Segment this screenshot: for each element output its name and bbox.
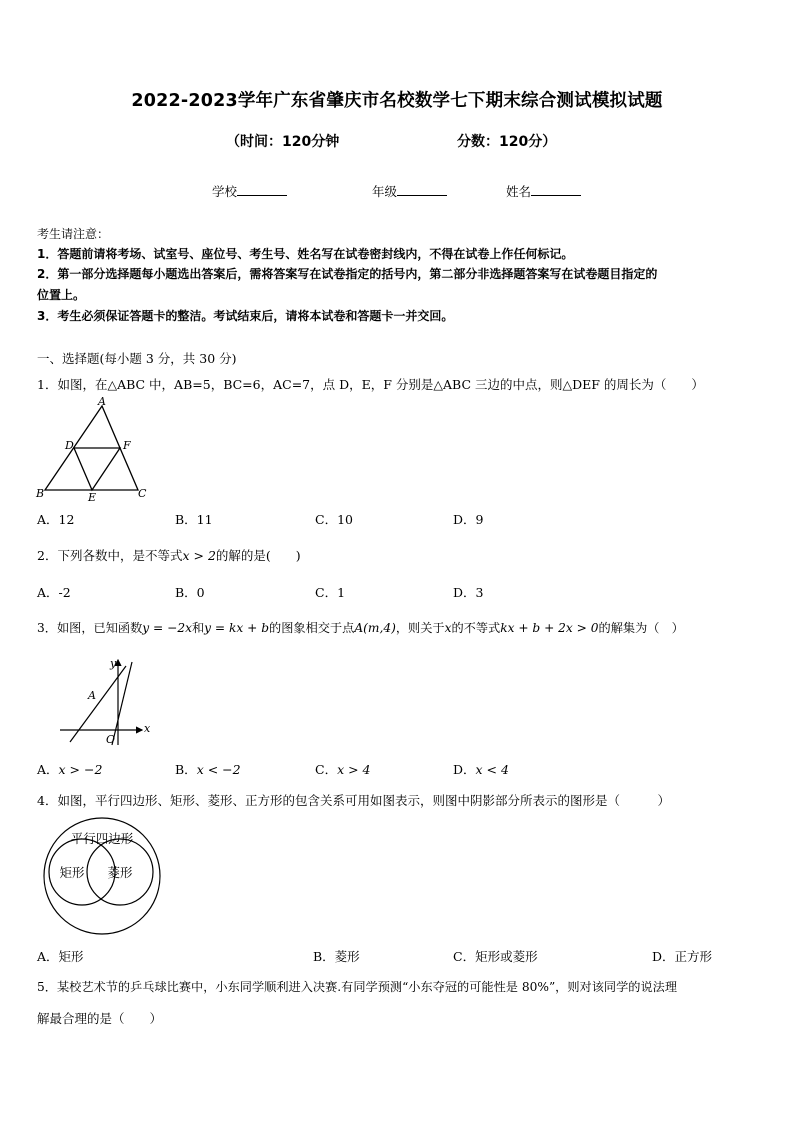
- q2-prefix: 2．下列各数中，是不等式: [37, 548, 183, 563]
- q3-inequality: kx + b + 2x > 0: [500, 621, 599, 635]
- q1-option-c[interactable]: C．10: [315, 512, 353, 527]
- q4-option-a[interactable]: A．矩形: [37, 949, 84, 964]
- q2-option-b[interactable]: B．0: [175, 585, 205, 600]
- label-a: A: [98, 395, 106, 408]
- label-y: y: [110, 657, 117, 670]
- label-b: B: [36, 487, 45, 500]
- q4-option-b[interactable]: B．菱形: [313, 949, 360, 964]
- label-f: F: [123, 439, 131, 452]
- q3-point: A(m,4): [354, 621, 396, 635]
- q4-option-d[interactable]: D．正方形: [652, 949, 713, 964]
- q3-part: 和: [191, 621, 205, 635]
- name-field: [506, 182, 581, 200]
- label-x: x: [144, 722, 151, 735]
- school-blank[interactable]: [237, 183, 287, 196]
- q3-option-a[interactable]: A．x > −2: [37, 762, 103, 777]
- question-5-line-2: 解最合理的是（ ）: [37, 1011, 163, 1026]
- left-label: 矩形: [59, 865, 85, 880]
- label-e: E: [88, 491, 97, 504]
- triangle-figure: [32, 394, 152, 504]
- question-1-text: 1．如图，在△ABC 中，AB=5，BC=6，AC=7，点 D，E，F 分别是△ABC 三边的中点，则△DEF 的周长为（ ）: [37, 377, 704, 392]
- name-label: 姓名: [506, 184, 532, 199]
- name-blank[interactable]: [531, 183, 581, 196]
- notice-line: 1．答题前请将考场、试室号、座位号、考生号、姓名写在试卷密封线内，不得在试卷上作任何标记。: [37, 247, 574, 261]
- q3-option-d[interactable]: D．x < 4: [453, 762, 509, 777]
- q2-option-c[interactable]: C．1: [315, 585, 346, 600]
- outer-label: 平行四边形: [70, 831, 134, 846]
- q2-inequality: x > 2: [182, 548, 216, 563]
- school-field: [212, 182, 287, 200]
- venn-diagram-figure: [38, 816, 168, 938]
- grade-label: 年级: [372, 184, 398, 199]
- q1-option-b[interactable]: B．11: [175, 512, 213, 527]
- q3-part: 3．如图，已知函数: [37, 621, 143, 635]
- question-3-text: [37, 619, 684, 636]
- label-d: D: [65, 439, 74, 452]
- notice-line: 3．考生必须保证答题卡的整洁。考试结束后，请将本试卷和答题卡一并交回。: [37, 309, 454, 323]
- question-5-line-1: 5．某校艺术节的乒乓球比赛中，小东同学顺利进入决赛.有同学预测“小东夺冠的可能性是 80%”，则对该同学的说法理: [37, 980, 678, 994]
- exam-time: （时间：120分钟: [226, 134, 340, 150]
- q4-option-c[interactable]: C．矩形或菱形: [453, 949, 538, 964]
- q3-part: ，则关于: [395, 621, 445, 635]
- q1-option-d[interactable]: D．9: [453, 512, 484, 527]
- notice-line: 位置上。: [37, 288, 86, 302]
- right-label: 菱形: [107, 865, 133, 880]
- q3-function-1: y = −2x: [142, 621, 192, 635]
- page-title: 2022-2023学年广东省肇庆市名校数学七下期末综合测试模拟试题: [131, 91, 663, 111]
- q3-variable: x: [444, 621, 452, 635]
- q2-option-a[interactable]: A．-2: [37, 585, 71, 600]
- notice-line: 2．第一部分选择题每小题选出答案后，需将答案写在试卷指定的括号内，第二部分非选择题答案写在试卷题目指定的: [37, 267, 658, 281]
- q3-function-2: y = kx + b: [204, 621, 270, 635]
- notice-heading: 考生请注意：: [37, 227, 110, 241]
- q3-part: 的不等式: [451, 621, 501, 635]
- q1-option-a[interactable]: A．12: [37, 512, 75, 527]
- grade-field: [372, 182, 447, 200]
- q2-suffix: 的解的是( ): [215, 548, 301, 563]
- q3-option-c[interactable]: C．x > 4: [315, 762, 371, 777]
- q3-part: 的解集为（ ）: [598, 621, 684, 635]
- function-graph-figure: [52, 652, 157, 747]
- q3-option-b[interactable]: B．x < −2: [175, 762, 241, 777]
- label-origin: O: [106, 733, 116, 746]
- question-4-text: 4．如图，平行四边形、矩形、菱形、正方形的包含关系可用如图表示，则图中阴影部分所表示的图形是（ ）: [37, 793, 670, 808]
- q2-option-d[interactable]: D．3: [453, 585, 484, 600]
- exam-score: 分数：120分）: [457, 134, 557, 150]
- question-2-text: [37, 546, 301, 564]
- section-heading: 一、选择题(每小题 3 分，共 30 分): [37, 351, 237, 366]
- grade-blank[interactable]: [397, 183, 447, 196]
- school-label: 学校: [212, 184, 238, 199]
- label-point-a: A: [88, 689, 96, 702]
- label-c: C: [138, 487, 147, 500]
- q3-part: 的图象相交于点: [269, 621, 355, 635]
